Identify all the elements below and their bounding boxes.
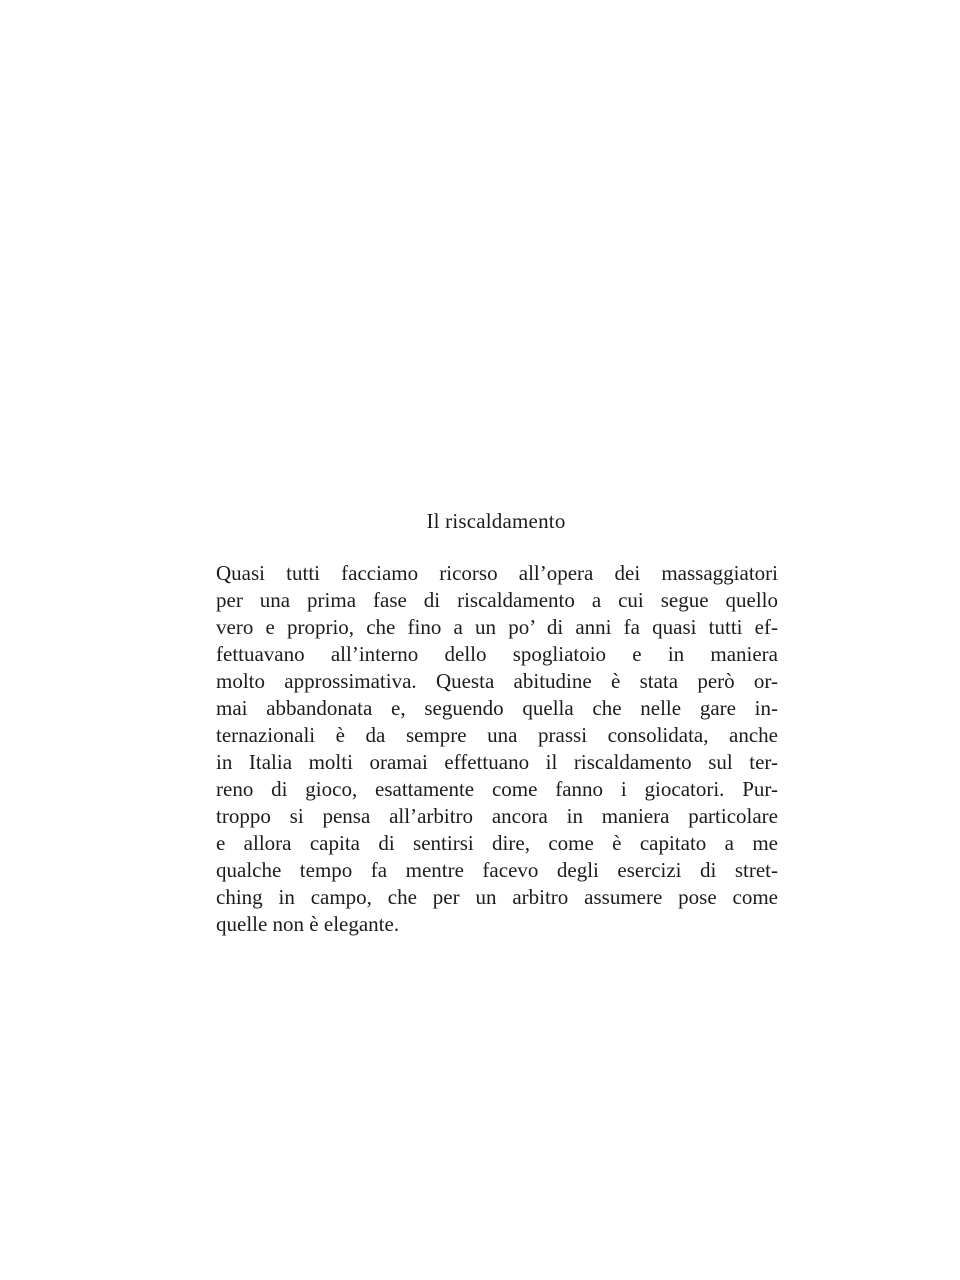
paragraph-line: ching in campo, che per un arbitro assumere pose come [216, 885, 778, 909]
paragraph-line: fettuavano all’interno dello spogliatoio e in maniera [216, 642, 778, 666]
paragraph-line: qualche tempo fa mentre facevo degli esercizi di stret- [216, 858, 778, 882]
paragraph-line: in Italia molti oramai effettuano il riscaldamento sul ter- [216, 750, 778, 774]
paragraph-line: quelle non è elegante. [216, 912, 400, 936]
paragraph-line: molto approssimativa. Questa abitudine è stata però or- [216, 669, 778, 693]
body-paragraph [216, 560, 778, 938]
paragraph-line: vero e proprio, che fino a un po’ di anni fa quasi tutti ef- [216, 615, 778, 639]
paragraph-line: reno di gioco, esattamente come fanno i giocatori. Pur- [216, 777, 778, 801]
paragraph-line: per una prima fase di riscaldamento a cui segue quello [216, 588, 778, 612]
paragraph-line: Quasi tutti facciamo ricorso all’opera dei massaggiatori [216, 561, 778, 585]
paragraph-line: troppo si pensa all’arbitro ancora in maniera particolare [216, 804, 778, 828]
paragraph-line: ternazionali è da sempre una prassi consolidata, anche [216, 723, 778, 747]
paragraph-line: mai abbandonata e, seguendo quella che nelle gare in- [216, 696, 778, 720]
section-heading: Il riscaldamento [426, 509, 566, 533]
paragraph-line: e allora capita di sentirsi dire, come è capitato a me [216, 831, 778, 855]
